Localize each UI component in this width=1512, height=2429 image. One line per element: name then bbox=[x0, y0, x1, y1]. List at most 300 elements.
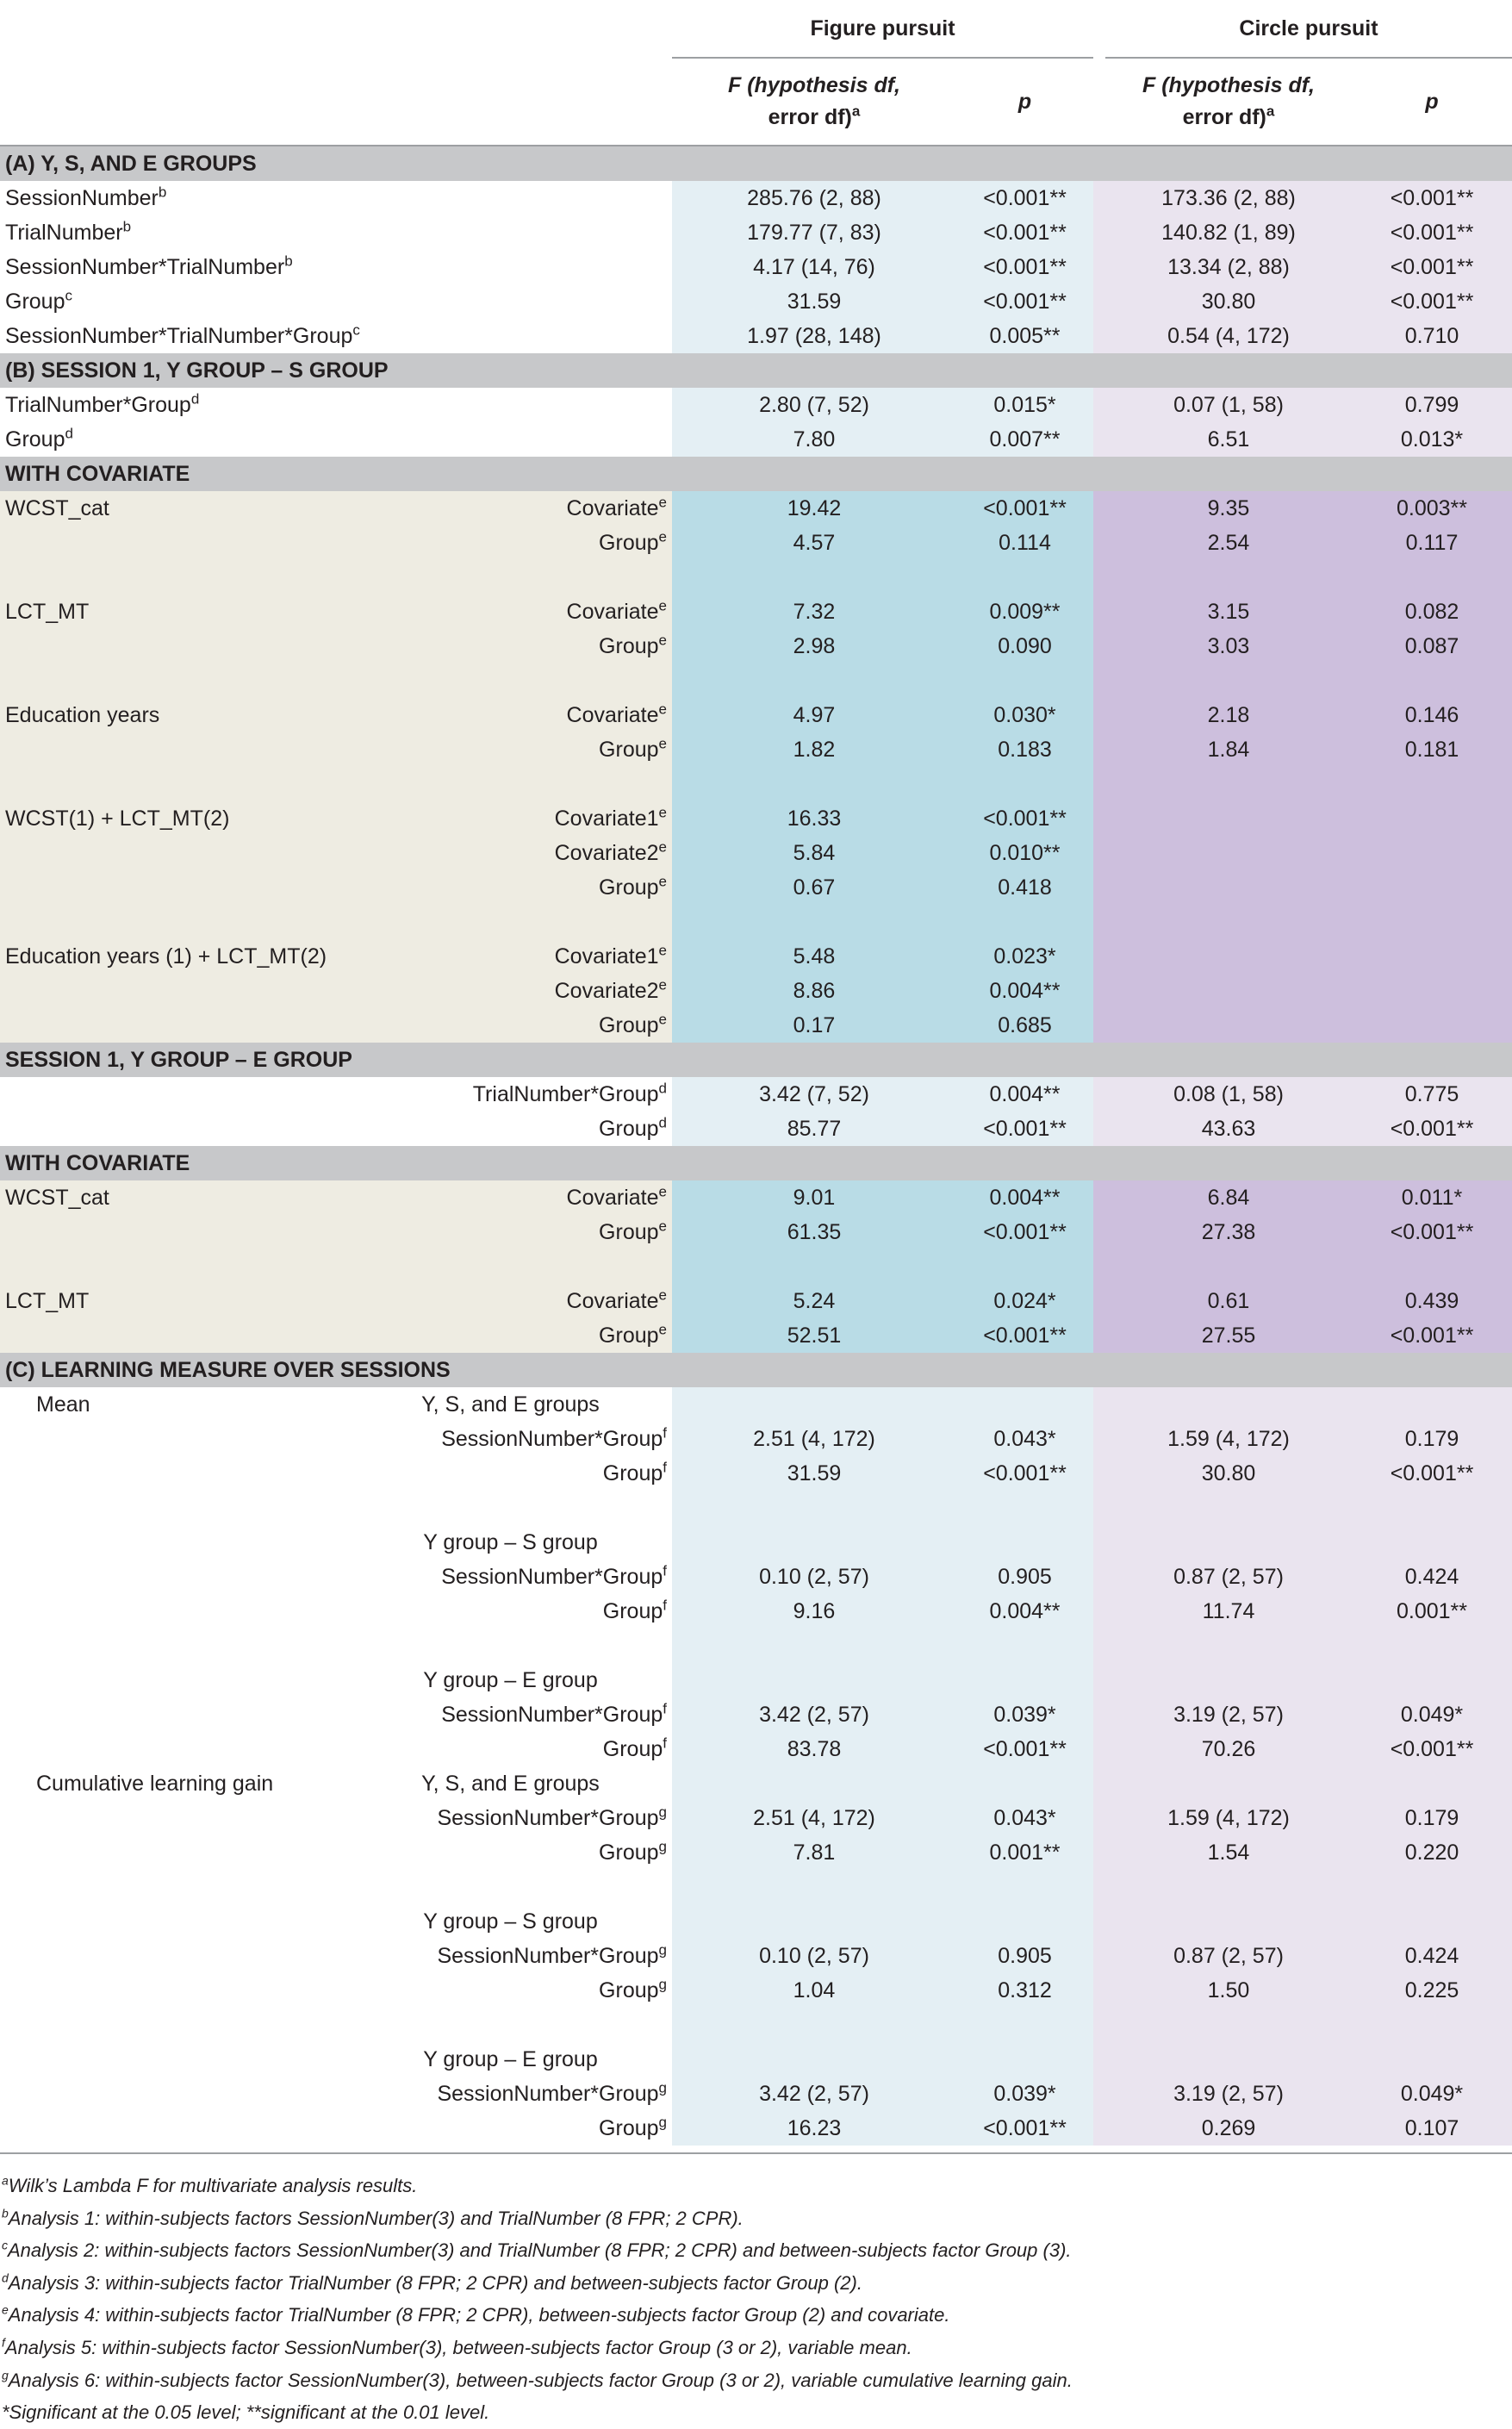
f-value-figure: 0.67 bbox=[672, 870, 956, 905]
label-text: Covariate bbox=[566, 599, 659, 624]
comparison-group: Y group – S group bbox=[423, 1909, 598, 1934]
f-value-figure: 4.17 (14, 76) bbox=[672, 250, 956, 284]
footnote-marker: g bbox=[658, 1976, 667, 1993]
term-label bbox=[349, 1284, 672, 1318]
table-row bbox=[0, 1939, 1512, 1973]
group-row bbox=[0, 1387, 1512, 1422]
label-text: Group bbox=[5, 427, 65, 452]
f-value-figure: 3.42 (7, 52) bbox=[672, 1077, 956, 1112]
spacer-row bbox=[0, 663, 1512, 698]
section-header bbox=[0, 1146, 1512, 1180]
empty-cell bbox=[672, 1629, 1093, 1663]
header-row-stats bbox=[0, 58, 1512, 146]
gap-cell bbox=[1093, 388, 1105, 422]
empty-cell bbox=[0, 1112, 155, 1146]
f-value-figure: 2.51 (4, 172) bbox=[672, 1422, 956, 1456]
section-header bbox=[0, 353, 1512, 388]
label-text: Covariate1 bbox=[554, 944, 659, 968]
empty-cell bbox=[0, 1973, 349, 2008]
footnote-marker: e bbox=[658, 873, 667, 890]
f-value-figure: 1.82 bbox=[672, 732, 956, 767]
p-value-circle: 0.225 bbox=[1352, 1973, 1512, 2008]
table-row bbox=[0, 388, 1512, 422]
footnote-marker: d bbox=[2, 2270, 9, 2285]
row-label bbox=[0, 422, 672, 457]
term-label bbox=[349, 732, 672, 767]
empty-cell bbox=[1093, 1249, 1512, 1284]
term-label bbox=[349, 1215, 672, 1249]
table-row bbox=[0, 250, 1512, 284]
figure-pursuit-header: Figure pursuit bbox=[672, 0, 1093, 58]
label-text: Group bbox=[599, 1012, 659, 1037]
p-value-figure: 0.043* bbox=[956, 1422, 1093, 1456]
empty-cell bbox=[0, 1629, 672, 1663]
empty-cell bbox=[672, 1491, 1093, 1525]
empty-cell bbox=[0, 1870, 672, 1904]
empty-cell bbox=[0, 663, 672, 698]
empty-cell bbox=[0, 1077, 155, 1112]
f-value-circle: 13.34 (2, 88) bbox=[1105, 250, 1352, 284]
label-text: SessionNumber*TrialNumber*Group bbox=[5, 323, 353, 348]
label-text: TrialNumber*Group bbox=[472, 1081, 659, 1106]
table-row bbox=[0, 836, 1512, 870]
empty-cell bbox=[0, 1801, 349, 1835]
measure-label: Mean bbox=[36, 1392, 90, 1417]
empty-cell bbox=[0, 905, 672, 939]
covariate-name: Education years (1) + LCT_MT(2) bbox=[0, 939, 349, 974]
measure-label: Cumulative learning gain bbox=[36, 1771, 274, 1796]
gap-cell bbox=[1093, 181, 1105, 215]
comparison-group: Y, S, and E groups bbox=[421, 1771, 600, 1796]
f-value-circle: 0.87 (2, 57) bbox=[1105, 1939, 1352, 1973]
p-value-figure: 0.010** bbox=[956, 836, 1093, 870]
term-label bbox=[349, 491, 672, 526]
table-row bbox=[0, 974, 1512, 1008]
row-label bbox=[0, 388, 672, 422]
header-row-groups bbox=[0, 0, 1512, 58]
covariate-name bbox=[0, 1008, 349, 1043]
footnote-marker: e bbox=[658, 1183, 667, 1200]
gap-cell bbox=[1093, 595, 1105, 629]
p-header-circle: p bbox=[1352, 58, 1512, 146]
section-header bbox=[0, 1043, 1512, 1077]
p-value-figure: 0.024* bbox=[956, 1284, 1093, 1318]
p-value-circle bbox=[1352, 939, 1512, 974]
gap-cell bbox=[1093, 1560, 1105, 1594]
f-value-figure: 5.24 bbox=[672, 1284, 956, 1318]
p-value-circle bbox=[1352, 801, 1512, 836]
p-value-circle bbox=[1352, 974, 1512, 1008]
p-value-circle: 0.117 bbox=[1352, 526, 1512, 560]
footnote-marker: f bbox=[663, 1597, 667, 1614]
table-row bbox=[0, 2077, 1512, 2111]
f-value-figure: 179.77 (7, 83) bbox=[672, 215, 956, 250]
f-value-circle: 70.26 bbox=[1105, 1732, 1352, 1766]
section-title: (C) LEARNING MEASURE OVER SESSIONS bbox=[0, 1353, 1512, 1387]
table-row bbox=[0, 1456, 1512, 1491]
term-label bbox=[349, 1422, 672, 1456]
circle-pursuit-header: Circle pursuit bbox=[1105, 0, 1512, 58]
table-row bbox=[0, 1973, 1512, 2008]
p-value-circle: 0.424 bbox=[1352, 1939, 1512, 1973]
row-label bbox=[0, 250, 672, 284]
label-text: Group bbox=[5, 289, 65, 314]
footnote-text: Analysis 6: within-subjects factor SessionNumber(3), between-subjects factor Group (3 or 2), variable cumulative learning gain. bbox=[8, 2369, 1073, 2391]
f-value-figure: 83.78 bbox=[672, 1732, 956, 1766]
footnote-line bbox=[0, 2170, 1512, 2202]
p-value-circle: <0.001** bbox=[1352, 215, 1512, 250]
f-value-circle: 1.84 bbox=[1105, 732, 1352, 767]
table-row bbox=[0, 1112, 1512, 1146]
f-value-circle bbox=[1105, 1008, 1352, 1043]
term-label bbox=[349, 1697, 672, 1732]
f-value-circle: 6.84 bbox=[1105, 1180, 1352, 1215]
spacer-row bbox=[0, 767, 1512, 801]
term-label bbox=[349, 629, 672, 663]
label-text: SessionNumber*Group bbox=[437, 2081, 659, 2106]
empty-cell bbox=[0, 1491, 672, 1525]
footnote-marker: e bbox=[658, 1321, 667, 1338]
label-text: Group bbox=[602, 1461, 663, 1485]
p-value-figure: 0.007** bbox=[956, 422, 1093, 457]
term-label bbox=[349, 1973, 672, 2008]
footnote-text: Analysis 2: within-subjects factors SessionNumber(3) and TrialNumber (8 FPR; 2 CPR) and between-subjects factor Group (3). bbox=[8, 2239, 1072, 2262]
table-row bbox=[0, 870, 1512, 905]
spacer-row bbox=[0, 560, 1512, 595]
table-row bbox=[0, 732, 1512, 767]
p-value-figure: 0.043* bbox=[956, 1801, 1093, 1835]
f-value-figure: 5.48 bbox=[672, 939, 956, 974]
gap-cell bbox=[1093, 2111, 1105, 2146]
label-text: Group bbox=[602, 1598, 663, 1623]
footnote-line bbox=[0, 2299, 1512, 2332]
f-value-circle: 30.80 bbox=[1105, 284, 1352, 319]
term-label bbox=[349, 698, 672, 732]
p-value-figure: <0.001** bbox=[956, 1732, 1093, 1766]
p-value-figure: <0.001** bbox=[956, 284, 1093, 319]
p-value-circle bbox=[1352, 870, 1512, 905]
empty-cell bbox=[672, 663, 1093, 698]
empty-cell bbox=[0, 2111, 349, 2146]
f-value-figure: 9.16 bbox=[672, 1594, 956, 1629]
p-value-figure: 0.039* bbox=[956, 2077, 1093, 2111]
footnote-marker: d bbox=[658, 1114, 667, 1131]
p-value-figure: <0.001** bbox=[956, 181, 1093, 215]
p-value-figure: <0.001** bbox=[956, 1112, 1093, 1146]
spacer-row bbox=[0, 1249, 1512, 1284]
footnote-marker: b bbox=[158, 184, 167, 201]
empty-cell bbox=[0, 767, 672, 801]
term-label bbox=[349, 1732, 672, 1766]
gap-cell bbox=[1093, 1180, 1105, 1215]
label-text: SessionNumber*Group bbox=[437, 1943, 659, 1968]
f-value-circle bbox=[1105, 836, 1352, 870]
empty-cell bbox=[0, 1456, 349, 1491]
term-label bbox=[349, 2111, 672, 2146]
footnote-line bbox=[0, 2202, 1512, 2235]
footnote-marker: c bbox=[65, 287, 72, 304]
footnote-line bbox=[0, 2267, 1512, 2300]
footnote-marker: f bbox=[663, 1459, 667, 1476]
section-header bbox=[0, 1353, 1512, 1387]
table-row bbox=[0, 1801, 1512, 1835]
table-row bbox=[0, 1594, 1512, 1629]
p-value-circle: 0.001** bbox=[1352, 1594, 1512, 1629]
gap-cell bbox=[1093, 1456, 1105, 1491]
f-value-figure: 19.42 bbox=[672, 491, 956, 526]
p-value-figure: <0.001** bbox=[956, 2111, 1093, 2146]
table-row bbox=[0, 1284, 1512, 1318]
gap-cell bbox=[1093, 1318, 1105, 1353]
p-value-circle: 0.003** bbox=[1352, 491, 1512, 526]
footnote-marker: f bbox=[663, 1424, 667, 1442]
f-value-figure: 16.23 bbox=[672, 2111, 956, 2146]
term-label bbox=[349, 2077, 672, 2111]
f-value-circle: 0.269 bbox=[1105, 2111, 1352, 2146]
empty-cell bbox=[1093, 1870, 1512, 1904]
covariate-name: WCST_cat bbox=[0, 491, 349, 526]
group-row bbox=[0, 1904, 1512, 1939]
f-value-figure: 2.98 bbox=[672, 629, 956, 663]
empty-cell bbox=[1093, 1766, 1512, 1801]
p-value-circle: 0.181 bbox=[1352, 732, 1512, 767]
table-row bbox=[0, 1732, 1512, 1766]
footnote-marker: e bbox=[658, 528, 667, 545]
footnote-marker: b bbox=[2, 2206, 9, 2220]
label-text: Covariate bbox=[566, 702, 659, 727]
empty-cell bbox=[1093, 905, 1512, 939]
f-value-figure: 61.35 bbox=[672, 1215, 956, 1249]
f-value-figure: 9.01 bbox=[672, 1180, 956, 1215]
section-title: WITH COVARIATE bbox=[0, 457, 1512, 491]
term-label bbox=[349, 870, 672, 905]
table-row bbox=[0, 526, 1512, 560]
table-row bbox=[0, 1422, 1512, 1456]
f-value-circle: 140.82 (1, 89) bbox=[1105, 215, 1352, 250]
f-header-circle: F (hypothesis df, error df)$^a$ bbox=[1105, 58, 1352, 146]
gap-cell bbox=[1093, 698, 1105, 732]
gap-cell bbox=[1093, 1594, 1105, 1629]
table-row bbox=[0, 939, 1512, 974]
covariate-name bbox=[0, 974, 349, 1008]
measure-label bbox=[0, 1663, 349, 1697]
covariate-name bbox=[0, 629, 349, 663]
f-value-figure: 1.04 bbox=[672, 1973, 956, 2008]
p-value-figure: <0.001** bbox=[956, 215, 1093, 250]
table-row bbox=[0, 1180, 1512, 1215]
f-value-circle: 1.59 (4, 172) bbox=[1105, 1801, 1352, 1835]
footnote-marker: e bbox=[658, 701, 667, 718]
f-value-circle: 0.87 (2, 57) bbox=[1105, 1560, 1352, 1594]
f-value-circle: 11.74 bbox=[1105, 1594, 1352, 1629]
section-title: (A) Y, S, AND E GROUPS bbox=[0, 146, 1512, 181]
f-value-figure: 3.42 (2, 57) bbox=[672, 1697, 956, 1732]
row-label bbox=[0, 284, 672, 319]
empty-cell bbox=[1093, 560, 1512, 595]
measure-label bbox=[0, 1525, 349, 1560]
label-text: TrialNumber bbox=[5, 220, 123, 245]
footnote-line bbox=[0, 2364, 1512, 2397]
f-value-circle: 3.19 (2, 57) bbox=[1105, 1697, 1352, 1732]
gap-cell bbox=[1093, 284, 1105, 319]
f-value-circle: 27.55 bbox=[1105, 1318, 1352, 1353]
table-row bbox=[0, 1215, 1512, 1249]
f-value-circle bbox=[1105, 939, 1352, 974]
gap-cell bbox=[1093, 1077, 1105, 1112]
f-value-figure: 0.10 (2, 57) bbox=[672, 1560, 956, 1594]
f-value-figure: 85.77 bbox=[672, 1112, 956, 1146]
table-row bbox=[0, 1077, 1512, 1112]
covariate-name bbox=[0, 836, 349, 870]
row-label bbox=[0, 181, 672, 215]
label-text: Group bbox=[599, 1116, 659, 1141]
footnote-line bbox=[0, 2234, 1512, 2267]
f-value-figure: 3.42 (2, 57) bbox=[672, 2077, 956, 2111]
measure-label bbox=[0, 1904, 349, 1939]
gap-cell bbox=[1093, 1112, 1105, 1146]
section-header bbox=[0, 146, 1512, 181]
p-value-figure: <0.001** bbox=[956, 1215, 1093, 1249]
p-value-circle: 0.049* bbox=[1352, 2077, 1512, 2111]
empty-cell bbox=[1093, 1904, 1512, 1939]
footnote-marker: g bbox=[2, 2368, 9, 2382]
label-text: Covariate bbox=[566, 1185, 659, 1210]
section-title: WITH COVARIATE bbox=[0, 1146, 1512, 1180]
term-label bbox=[349, 1801, 672, 1835]
gap-cell bbox=[1093, 870, 1105, 905]
label-text: Group bbox=[599, 633, 659, 658]
f-value-circle: 0.54 (4, 172) bbox=[1105, 319, 1352, 353]
f-value-circle bbox=[1105, 974, 1352, 1008]
f-value-circle bbox=[1105, 801, 1352, 836]
label-text: SessionNumber*Group bbox=[441, 1702, 663, 1727]
p-value-circle: 0.179 bbox=[1352, 1422, 1512, 1456]
f-value-figure: 4.97 bbox=[672, 698, 956, 732]
empty-cell bbox=[1093, 1387, 1512, 1422]
footnote-line bbox=[0, 2332, 1512, 2364]
term-label bbox=[349, 1318, 672, 1353]
f-value-circle: 3.19 (2, 57) bbox=[1105, 2077, 1352, 2111]
footnote-marker: f bbox=[2, 2335, 5, 2350]
f-value-figure: 1.97 (28, 148) bbox=[672, 319, 956, 353]
empty-cell bbox=[672, 1525, 1093, 1560]
p-value-circle: <0.001** bbox=[1352, 1456, 1512, 1491]
footnotes bbox=[0, 2152, 1512, 2429]
empty-cell bbox=[672, 767, 1093, 801]
term-label bbox=[349, 1008, 672, 1043]
label-text: Group bbox=[599, 1840, 659, 1865]
empty-cell bbox=[1093, 1663, 1512, 1697]
table-row bbox=[0, 1008, 1512, 1043]
group-row bbox=[0, 1525, 1512, 1560]
footnote-marker: g bbox=[658, 1838, 667, 1855]
p-value-figure: 0.090 bbox=[956, 629, 1093, 663]
gap-cell bbox=[1093, 629, 1105, 663]
covariate-name: LCT_MT bbox=[0, 595, 349, 629]
footnote-marker: g bbox=[658, 1941, 667, 1959]
footnote-marker: d bbox=[658, 1080, 667, 1097]
f-value-circle: 3.03 bbox=[1105, 629, 1352, 663]
p-value-figure: 0.114 bbox=[956, 526, 1093, 560]
f-value-circle: 2.18 bbox=[1105, 698, 1352, 732]
empty-cell bbox=[0, 2077, 349, 2111]
label-text: Group bbox=[599, 737, 659, 762]
p-value-circle: <0.001** bbox=[1352, 1215, 1512, 1249]
p-value-figure: 0.004** bbox=[956, 1594, 1093, 1629]
p-value-figure: <0.001** bbox=[956, 1318, 1093, 1353]
p-value-circle: 0.011* bbox=[1352, 1180, 1512, 1215]
empty-cell bbox=[1093, 663, 1512, 698]
f-value-circle: 0.61 bbox=[1105, 1284, 1352, 1318]
covariate-name: WCST(1) + LCT_MT(2) bbox=[0, 801, 349, 836]
empty-cell bbox=[0, 1732, 349, 1766]
label-text: Group bbox=[602, 1736, 663, 1761]
section-title: (B) SESSION 1, Y GROUP – S GROUP bbox=[0, 353, 1512, 388]
label-text: Covariate bbox=[566, 495, 659, 520]
f-value-figure: 0.17 bbox=[672, 1008, 956, 1043]
empty-cell bbox=[0, 560, 672, 595]
footnote-marker: e bbox=[658, 1011, 667, 1028]
spacer-row bbox=[0, 905, 1512, 939]
p-value-circle: <0.001** bbox=[1352, 1318, 1512, 1353]
comparison-group: Y group – S group bbox=[423, 1529, 598, 1554]
p-value-circle: 0.049* bbox=[1352, 1697, 1512, 1732]
p-header-figure: p bbox=[956, 58, 1093, 146]
covariate-name bbox=[0, 1215, 349, 1249]
label-text: Group bbox=[599, 1977, 659, 2002]
empty-cell bbox=[672, 2008, 1093, 2042]
footnote-marker: b bbox=[122, 218, 132, 235]
table-row bbox=[0, 284, 1512, 319]
term-label bbox=[349, 1180, 672, 1215]
footnote-marker: e bbox=[658, 976, 667, 993]
label-text: TrialNumber*Group bbox=[5, 392, 191, 417]
p-value-circle: 0.799 bbox=[1352, 388, 1512, 422]
group-row bbox=[0, 2042, 1512, 2077]
term-label bbox=[349, 595, 672, 629]
p-value-circle: 0.220 bbox=[1352, 1835, 1512, 1870]
section-header bbox=[0, 457, 1512, 491]
footnote-marker: d bbox=[65, 425, 73, 442]
f-header-figure: F (hypothesis df, error df)$^a$ bbox=[672, 58, 956, 146]
p-value-figure: 0.015* bbox=[956, 388, 1093, 422]
footnote-text: Analysis 3: within-subjects factor TrialNumber (8 FPR; 2 CPR) and between-subjects factor Group (2). bbox=[8, 2271, 862, 2294]
p-value-figure: 0.030* bbox=[956, 698, 1093, 732]
p-value-circle: <0.001** bbox=[1352, 181, 1512, 215]
p-value-circle bbox=[1352, 836, 1512, 870]
footnote-marker: b bbox=[284, 252, 293, 270]
gap-cell bbox=[1093, 836, 1105, 870]
f-value-figure: 7.32 bbox=[672, 595, 956, 629]
table-row bbox=[0, 215, 1512, 250]
p-value-circle: 0.082 bbox=[1352, 595, 1512, 629]
p-value-circle: 0.146 bbox=[1352, 698, 1512, 732]
gap-cell bbox=[1093, 422, 1105, 457]
footnote-marker: e bbox=[658, 1218, 667, 1235]
footnote-marker: e bbox=[658, 838, 667, 856]
f-value-figure: 285.76 (2, 88) bbox=[672, 181, 956, 215]
term-label bbox=[349, 801, 672, 836]
footnote-marker: g bbox=[658, 1803, 667, 1821]
f-value-circle: 6.51 bbox=[1105, 422, 1352, 457]
p-value-figure: 0.004** bbox=[956, 1077, 1093, 1112]
row-label bbox=[155, 1077, 672, 1112]
footnote-marker: f bbox=[663, 1700, 667, 1717]
spacer-row bbox=[0, 2008, 1512, 2042]
f-value-circle: 3.15 bbox=[1105, 595, 1352, 629]
f-value-figure: 7.81 bbox=[672, 1835, 956, 1870]
table-row bbox=[0, 595, 1512, 629]
